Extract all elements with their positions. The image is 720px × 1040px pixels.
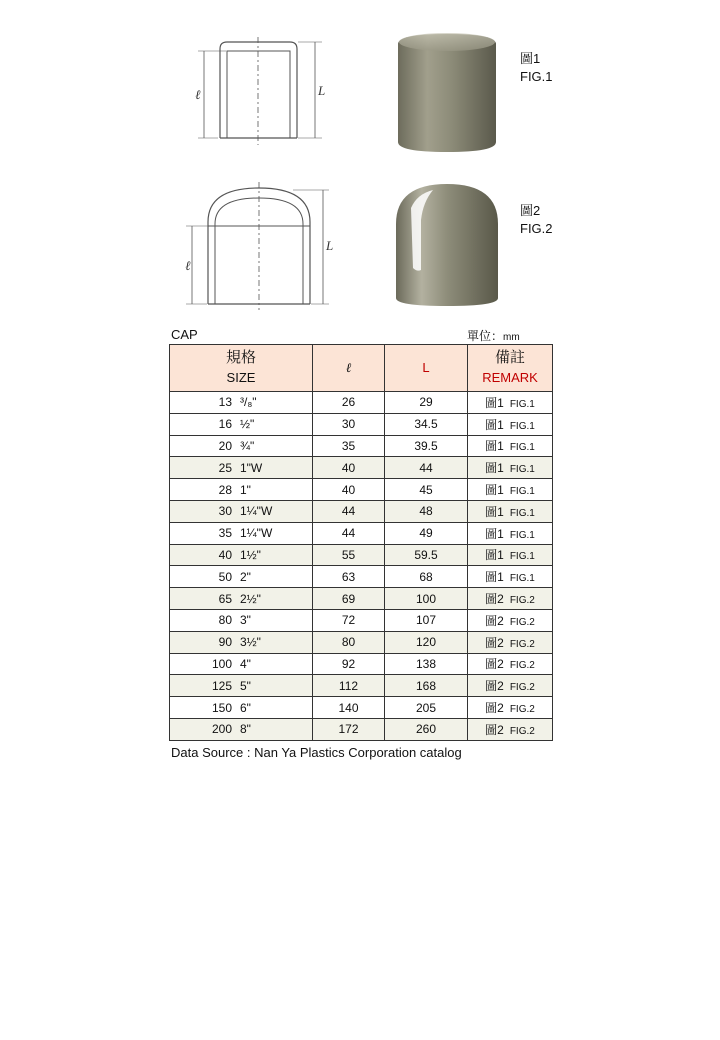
table-row — [170, 522, 553, 544]
small-l-cell: 55 — [313, 544, 385, 566]
size-cell — [170, 413, 313, 435]
big-l-cell: 138 — [385, 653, 468, 675]
remark-cell — [468, 457, 553, 479]
size-mm: 150 — [211, 700, 232, 715]
remark-en: FIG.2 — [509, 595, 535, 607]
size-cell — [170, 479, 313, 501]
remark-cell — [468, 718, 553, 740]
size-mm: 28 — [218, 482, 232, 497]
remark-zh: 圖1 — [485, 395, 504, 410]
table-row — [170, 392, 553, 414]
fig2-caption — [520, 202, 553, 238]
table-caption: CAP — [171, 327, 198, 342]
small-l-cell: 172 — [313, 718, 385, 740]
size-mm: 40 — [218, 547, 232, 562]
size-inch: ½" — [240, 417, 255, 432]
size-mm: 200 — [211, 722, 232, 737]
small-l-cell: 69 — [313, 588, 385, 610]
remark-zh: 圖1 — [485, 570, 504, 585]
fig2-big-l-label: L — [326, 238, 333, 253]
table-row — [170, 718, 553, 740]
big-l-cell: 107 — [385, 609, 468, 631]
remark-cell — [468, 675, 553, 697]
remark-zh: 圖2 — [485, 657, 504, 672]
table-row — [170, 435, 553, 457]
size-mm: 50 — [218, 569, 232, 584]
header-big-l: L — [385, 345, 468, 392]
fig2-drawing — [183, 182, 333, 312]
fig1-big-l-label: L — [318, 83, 326, 98]
remark-cell — [468, 392, 553, 414]
size-mm: 16 — [218, 417, 232, 432]
big-l-cell: 44 — [385, 457, 468, 479]
unit-label — [467, 327, 520, 344]
fig2-caption-zh: 圖2 — [520, 203, 541, 218]
fig1-photo — [395, 30, 500, 155]
big-l-cell: 45 — [385, 479, 468, 501]
size-cell — [170, 631, 313, 653]
big-l-cell: 29 — [385, 392, 468, 414]
remark-en: FIG.1 — [509, 507, 535, 519]
size-inch: 3½" — [240, 635, 261, 650]
small-l-cell: 72 — [313, 609, 385, 631]
big-l-cell: 168 — [385, 675, 468, 697]
remark-zh: 圖1 — [485, 417, 504, 432]
small-l-cell: 140 — [313, 697, 385, 719]
size-cell — [170, 457, 313, 479]
table-header-row — [170, 345, 553, 392]
big-l-cell: 39.5 — [385, 435, 468, 457]
size-cell — [170, 522, 313, 544]
remark-en: FIG.1 — [509, 529, 535, 541]
size-mm: 100 — [211, 656, 232, 671]
cap-spec-table — [169, 344, 553, 741]
remark-cell — [468, 566, 553, 588]
unit-value: mm — [503, 332, 520, 343]
size-mm: 65 — [218, 591, 232, 606]
remark-cell — [468, 435, 553, 457]
size-mm: 90 — [218, 635, 232, 650]
size-inch: 1" — [240, 482, 251, 497]
size-inch: 1"W — [240, 460, 263, 475]
header-remark-zh: 備註 — [494, 349, 525, 366]
fig1-drawing — [190, 35, 340, 150]
remark-en: FIG.2 — [509, 638, 535, 650]
remark-cell — [468, 479, 553, 501]
table-body — [170, 392, 553, 741]
size-cell — [170, 609, 313, 631]
remark-zh: 圖1 — [485, 504, 504, 519]
header-size-zh: 規格 — [225, 349, 256, 366]
fig2-photo — [393, 180, 501, 310]
remark-zh: 圖1 — [485, 439, 504, 454]
size-cell — [170, 697, 313, 719]
unit-label-text: 單位： — [467, 329, 504, 343]
remark-cell — [468, 544, 553, 566]
size-inch: 2½" — [240, 591, 261, 606]
small-l-cell: 92 — [313, 653, 385, 675]
size-mm: 13 — [218, 395, 232, 410]
size-cell — [170, 500, 313, 522]
table-row — [170, 544, 553, 566]
table-row — [170, 631, 553, 653]
data-source-note: Data Source : Nan Ya Plastics Corporation catalog — [171, 745, 462, 760]
small-l-cell: 26 — [313, 392, 385, 414]
size-inch: 4" — [240, 656, 251, 671]
fig2-caption-en: FIG.2 — [520, 221, 553, 236]
header-size-en: SIZE — [226, 370, 256, 385]
remark-zh: 圖1 — [485, 548, 504, 563]
remark-en: FIG.1 — [509, 464, 535, 476]
size-cell — [170, 675, 313, 697]
size-inch: 2" — [240, 569, 251, 584]
size-inch: 3" — [240, 613, 251, 628]
size-inch: 1½" — [240, 547, 261, 562]
remark-en: FIG.1 — [509, 442, 535, 454]
big-l-cell: 205 — [385, 697, 468, 719]
size-cell — [170, 392, 313, 414]
fig1-caption-en: FIG.1 — [520, 69, 553, 84]
fig1-small-l-label: ℓ — [195, 87, 201, 102]
remark-zh: 圖1 — [485, 526, 504, 541]
small-l-cell: 63 — [313, 566, 385, 588]
table-row — [170, 457, 553, 479]
remark-cell — [468, 588, 553, 610]
remark-en: FIG.2 — [509, 660, 535, 672]
header-small-l: ℓ — [313, 345, 385, 392]
small-l-cell: 80 — [313, 631, 385, 653]
big-l-cell: 100 — [385, 588, 468, 610]
header-remark — [468, 345, 553, 392]
size-cell — [170, 588, 313, 610]
big-l-cell: 34.5 — [385, 413, 468, 435]
remark-en: FIG.2 — [509, 704, 535, 716]
size-mm: 30 — [218, 504, 232, 519]
size-inch: 6" — [240, 700, 251, 715]
remark-zh: 圖2 — [485, 701, 504, 716]
remark-cell — [468, 653, 553, 675]
size-cell — [170, 435, 313, 457]
small-l-cell: 112 — [313, 675, 385, 697]
size-mm: 20 — [218, 438, 232, 453]
remark-zh: 圖2 — [485, 592, 504, 607]
size-mm: 80 — [218, 613, 232, 628]
remark-zh: 圖2 — [485, 635, 504, 650]
small-l-cell: 30 — [313, 413, 385, 435]
remark-zh: 圖2 — [485, 722, 504, 737]
size-inch: 8" — [240, 722, 251, 737]
remark-cell — [468, 697, 553, 719]
remark-en: FIG.1 — [509, 551, 535, 563]
big-l-cell: 120 — [385, 631, 468, 653]
fig1-caption-zh: 圖1 — [520, 51, 541, 66]
table-row — [170, 675, 553, 697]
size-inch: 1¼"W — [240, 504, 273, 519]
small-l-cell: 40 — [313, 457, 385, 479]
size-inch: ¾" — [240, 438, 255, 453]
small-l-cell: 44 — [313, 500, 385, 522]
table-row — [170, 653, 553, 675]
remark-en: FIG.2 — [509, 616, 535, 628]
remark-en: FIG.1 — [509, 573, 535, 585]
table-row — [170, 413, 553, 435]
size-inch: 5" — [240, 678, 251, 693]
size-cell — [170, 653, 313, 675]
big-l-cell: 48 — [385, 500, 468, 522]
small-l-cell: 35 — [313, 435, 385, 457]
remark-zh: 圖1 — [485, 483, 504, 498]
big-l-cell: 260 — [385, 718, 468, 740]
size-cell — [170, 566, 313, 588]
big-l-cell: 59.5 — [385, 544, 468, 566]
remark-cell — [468, 609, 553, 631]
table-row — [170, 500, 553, 522]
table-row — [170, 609, 553, 631]
size-cell — [170, 718, 313, 740]
big-l-cell: 49 — [385, 522, 468, 544]
remark-zh: 圖2 — [485, 613, 504, 628]
size-mm: 25 — [218, 460, 232, 475]
size-mm: 35 — [218, 526, 232, 541]
size-mm: 125 — [211, 678, 232, 693]
remark-en: FIG.2 — [509, 725, 535, 737]
table-row — [170, 697, 553, 719]
remark-en: FIG.2 — [509, 682, 535, 694]
remark-zh: 圖1 — [485, 461, 504, 476]
remark-cell — [468, 413, 553, 435]
remark-zh: 圖2 — [485, 679, 504, 694]
small-l-cell: 40 — [313, 479, 385, 501]
table-row — [170, 479, 553, 501]
small-l-cell: 44 — [313, 522, 385, 544]
remark-en: FIG.1 — [509, 486, 535, 498]
table-row — [170, 588, 553, 610]
size-inch: 1¼"W — [240, 526, 273, 541]
remark-cell — [468, 631, 553, 653]
fig2-small-l-label: ℓ — [185, 258, 191, 273]
fig1-caption — [520, 50, 553, 86]
remark-cell — [468, 500, 553, 522]
remark-en: FIG.1 — [509, 420, 535, 432]
size-inch: ³/₈" — [240, 395, 257, 410]
header-remark-en: REMARK — [482, 370, 538, 385]
header-size — [170, 345, 313, 392]
big-l-cell: 68 — [385, 566, 468, 588]
table-row — [170, 566, 553, 588]
remark-cell — [468, 522, 553, 544]
remark-en: FIG.1 — [509, 398, 535, 410]
size-cell — [170, 544, 313, 566]
